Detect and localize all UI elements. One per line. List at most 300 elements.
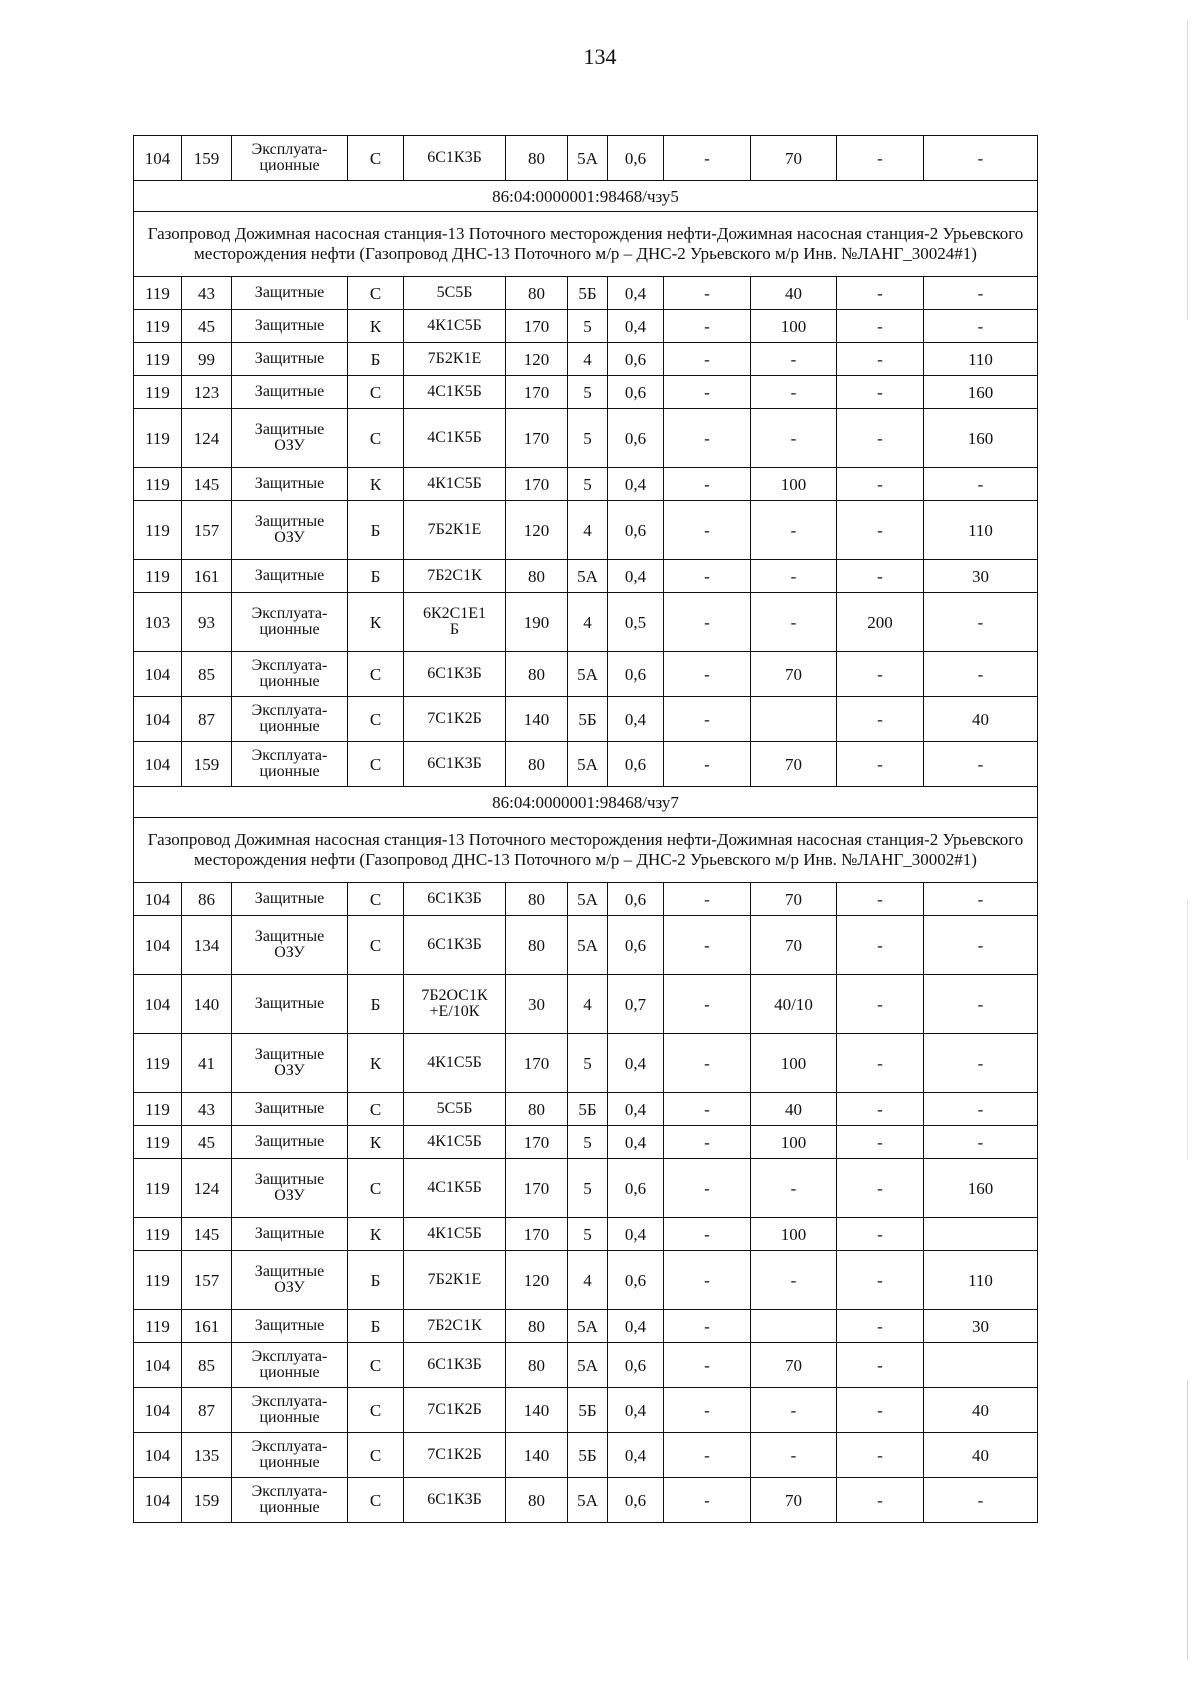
cell-c1: 119	[134, 501, 182, 560]
cell-v6: -	[837, 1218, 924, 1251]
cell-v7: 40	[924, 697, 1038, 742]
cell-v4: -	[664, 560, 751, 593]
allotment-table	[133, 135, 1038, 1523]
cell-v2: 5	[568, 468, 608, 501]
cell-v6: -	[837, 409, 924, 468]
cell-v7: -	[924, 742, 1038, 787]
table-row	[134, 916, 1038, 975]
cell-c2: 145	[182, 1218, 232, 1251]
cell-v3: 0,6	[608, 1478, 664, 1523]
cell-c1: 104	[134, 697, 182, 742]
cell-mark: 7Б2К1Е	[404, 1251, 506, 1310]
cell-c1: 104	[134, 883, 182, 916]
cell-c2: 124	[182, 1159, 232, 1218]
cell-c1: 119	[134, 310, 182, 343]
cell-v7	[924, 1218, 1038, 1251]
cell-cat: С	[348, 1159, 404, 1218]
cell-v4: -	[664, 1093, 751, 1126]
cell-v1: 80	[506, 916, 568, 975]
cell-v4: -	[664, 742, 751, 787]
cell-v7: -	[924, 916, 1038, 975]
cell-type: Эксплуата- ционные	[232, 742, 348, 787]
cell-v7: 30	[924, 1310, 1038, 1343]
cell-v1: 120	[506, 343, 568, 376]
cell-v7: -	[924, 136, 1038, 181]
cell-c2: 159	[182, 742, 232, 787]
cell-v1: 140	[506, 1433, 568, 1478]
cell-v6: -	[837, 343, 924, 376]
cell-c2: 99	[182, 343, 232, 376]
cell-v6: 200	[837, 593, 924, 652]
cell-c1: 104	[134, 742, 182, 787]
section-code-row	[134, 181, 1038, 212]
cell-c1: 104	[134, 975, 182, 1034]
cell-v1: 80	[506, 136, 568, 181]
cell-type: Эксплуата- ционные	[232, 593, 348, 652]
cell-v7: 40	[924, 1388, 1038, 1433]
cell-v4: -	[664, 1310, 751, 1343]
cell-v4: -	[664, 501, 751, 560]
cell-v1: 120	[506, 1251, 568, 1310]
cell-type: Эксплуата- ционные	[232, 1433, 348, 1478]
table-row	[134, 1034, 1038, 1093]
cell-cat: К	[348, 1034, 404, 1093]
cell-v2: 5	[568, 1126, 608, 1159]
cell-v2: 5	[568, 1218, 608, 1251]
cell-v4: -	[664, 409, 751, 468]
table-row	[134, 136, 1038, 181]
table-body	[134, 136, 1038, 1523]
cell-v2: 5Б	[568, 277, 608, 310]
page-number: 134	[583, 44, 617, 69]
cell-c2: 157	[182, 501, 232, 560]
cell-type: Эксплуата- ционные	[232, 136, 348, 181]
cell-cat: К	[348, 1126, 404, 1159]
cell-v3: 0,4	[608, 1310, 664, 1343]
cell-cat: Б	[348, 1251, 404, 1310]
cell-v6: -	[837, 1034, 924, 1093]
cell-v1: 170	[506, 310, 568, 343]
table-row	[134, 1388, 1038, 1433]
cell-cat: Б	[348, 343, 404, 376]
table-row	[134, 883, 1038, 916]
cell-v2: 4	[568, 501, 608, 560]
table-row	[134, 343, 1038, 376]
cell-cat: С	[348, 1343, 404, 1388]
cell-v2: 4	[568, 593, 608, 652]
cell-c1: 104	[134, 1388, 182, 1433]
cell-v2: 5	[568, 1159, 608, 1218]
cell-cat: С	[348, 916, 404, 975]
cell-v7: 110	[924, 343, 1038, 376]
cell-v1: 140	[506, 697, 568, 742]
cell-v5: 40/10	[751, 975, 837, 1034]
cell-mark: 4К1С5Б	[404, 1126, 506, 1159]
table-row	[134, 1159, 1038, 1218]
cell-mark: 5С5Б	[404, 1093, 506, 1126]
cell-c2: 161	[182, 1310, 232, 1343]
cell-v7: -	[924, 652, 1038, 697]
cell-type: Защитные	[232, 277, 348, 310]
cell-v6: -	[837, 1251, 924, 1310]
cell-c1: 119	[134, 1218, 182, 1251]
cell-mark: 7С1К2Б	[404, 697, 506, 742]
cell-v1: 80	[506, 1343, 568, 1388]
cell-v5: -	[751, 501, 837, 560]
cell-v6: -	[837, 1310, 924, 1343]
cell-v1: 170	[506, 1159, 568, 1218]
cell-c2: 45	[182, 1126, 232, 1159]
cell-mark: 6С1К3Б	[404, 916, 506, 975]
cell-v2: 5А	[568, 883, 608, 916]
table-row	[134, 975, 1038, 1034]
cell-v5: 70	[751, 742, 837, 787]
cell-v1: 170	[506, 1126, 568, 1159]
cell-v3: 0,6	[608, 136, 664, 181]
cell-type: Защитные	[232, 376, 348, 409]
cell-cat: К	[348, 593, 404, 652]
cell-v3: 0,4	[608, 1126, 664, 1159]
cell-v5: 70	[751, 1343, 837, 1388]
cell-c1: 104	[134, 136, 182, 181]
table-row	[134, 560, 1038, 593]
cell-v6: -	[837, 501, 924, 560]
cell-v3: 0,6	[608, 343, 664, 376]
cell-v5: 70	[751, 136, 837, 181]
cell-v5: -	[751, 1433, 837, 1478]
table-row	[134, 1093, 1038, 1126]
table-row	[134, 1310, 1038, 1343]
cell-cat: К	[348, 1218, 404, 1251]
section-title-row	[134, 818, 1038, 883]
cell-cat: С	[348, 697, 404, 742]
cell-c2: 86	[182, 883, 232, 916]
cell-v1: 80	[506, 1310, 568, 1343]
table-row	[134, 1251, 1038, 1310]
cell-v5: 40	[751, 1093, 837, 1126]
cell-v2: 5А	[568, 136, 608, 181]
cell-v7: -	[924, 310, 1038, 343]
cell-v4: -	[664, 652, 751, 697]
cell-v3: 0,6	[608, 883, 664, 916]
cell-c1: 119	[134, 560, 182, 593]
cell-v6: -	[837, 652, 924, 697]
cell-cat: С	[348, 1433, 404, 1478]
cell-v1: 80	[506, 652, 568, 697]
cell-v7: -	[924, 593, 1038, 652]
cell-v1: 80	[506, 1478, 568, 1523]
cell-type: Защитные	[232, 883, 348, 916]
cell-c1: 119	[134, 1093, 182, 1126]
cell-cat: С	[348, 136, 404, 181]
cell-v3: 0,6	[608, 1343, 664, 1388]
cell-c1: 119	[134, 277, 182, 310]
cell-c1: 119	[134, 1034, 182, 1093]
cell-c2: 140	[182, 975, 232, 1034]
cell-v5: 70	[751, 883, 837, 916]
cell-v5: -	[751, 1388, 837, 1433]
cell-v5: 100	[751, 310, 837, 343]
cell-v4: -	[664, 593, 751, 652]
cell-v5: -	[751, 1159, 837, 1218]
cell-mark: 4К1С5Б	[404, 310, 506, 343]
table-row	[134, 1478, 1038, 1523]
cell-v3: 0,4	[608, 468, 664, 501]
cell-v4: -	[664, 1034, 751, 1093]
cell-mark: 5С5Б	[404, 277, 506, 310]
table-row	[134, 652, 1038, 697]
cell-v6: -	[837, 1343, 924, 1388]
cell-v5: -	[751, 1251, 837, 1310]
cell-mark: 7Б2С1К	[404, 1310, 506, 1343]
cell-c1: 119	[134, 376, 182, 409]
cell-mark: 4С1К5Б	[404, 1159, 506, 1218]
cell-type: Защитные	[232, 1218, 348, 1251]
cell-type: Защитные	[232, 975, 348, 1034]
cell-c2: 43	[182, 1093, 232, 1126]
cell-c2: 161	[182, 560, 232, 593]
cell-v1: 80	[506, 277, 568, 310]
cell-mark: 7С1К2Б	[404, 1433, 506, 1478]
cell-v3: 0,6	[608, 409, 664, 468]
cell-v2: 5А	[568, 742, 608, 787]
cell-v2: 5А	[568, 1343, 608, 1388]
cell-v1: 140	[506, 1388, 568, 1433]
cell-v7: -	[924, 468, 1038, 501]
table-row	[134, 697, 1038, 742]
cell-v3: 0,6	[608, 652, 664, 697]
cell-v6: -	[837, 560, 924, 593]
cell-mark: 7Б2С1К	[404, 560, 506, 593]
table-row	[134, 376, 1038, 409]
cell-v7: -	[924, 1126, 1038, 1159]
cell-v1: 190	[506, 593, 568, 652]
cadastral-number: 86:04:0000001:98468/чзу5	[134, 181, 1038, 212]
cell-c2: 157	[182, 1251, 232, 1310]
cell-type: Эксплуата- ционные	[232, 697, 348, 742]
cell-mark: 7Б2ОС1К +Е/10К	[404, 975, 506, 1034]
cell-c2: 45	[182, 310, 232, 343]
cell-v7: -	[924, 1034, 1038, 1093]
pipeline-title: Газопровод Дожимная насосная станция-13 Поточного месторождения нефти-Дожимная насосная станция-2 Урьевского месторождения нефти (Газопровод ДНС-13 Поточного м/р – ДНС-2 Урьевского м/р Инв. №ЛАНГ_30002#1)	[134, 818, 1038, 883]
scan-edge-mark	[1187, 20, 1188, 320]
cell-v3: 0,4	[608, 560, 664, 593]
cell-v5: -	[751, 593, 837, 652]
cell-v6: -	[837, 742, 924, 787]
cell-v5: 70	[751, 916, 837, 975]
cell-v3: 0,4	[608, 1034, 664, 1093]
cell-v3: 0,4	[608, 697, 664, 742]
cell-c1: 119	[134, 1251, 182, 1310]
cell-v4: -	[664, 1126, 751, 1159]
cell-v6: -	[837, 310, 924, 343]
cell-type: Защитные	[232, 468, 348, 501]
cell-v6: -	[837, 376, 924, 409]
cell-mark: 4С1К5Б	[404, 376, 506, 409]
cell-v2: 5Б	[568, 1388, 608, 1433]
table-row	[134, 409, 1038, 468]
cell-v1: 170	[506, 409, 568, 468]
cell-v7: 40	[924, 1433, 1038, 1478]
cell-type: Защитные	[232, 560, 348, 593]
cell-c2: 43	[182, 277, 232, 310]
cell-v2: 5Б	[568, 1433, 608, 1478]
cell-v3: 0,7	[608, 975, 664, 1034]
cell-v4: -	[664, 1478, 751, 1523]
cell-v2: 5Б	[568, 697, 608, 742]
cell-v6: -	[837, 1159, 924, 1218]
cell-c1: 119	[134, 468, 182, 501]
scan-edge-mark	[1187, 900, 1188, 1160]
cell-v2: 5	[568, 376, 608, 409]
cell-c1: 104	[134, 916, 182, 975]
cell-v5: 100	[751, 468, 837, 501]
cell-v3: 0,6	[608, 501, 664, 560]
cell-c2: 87	[182, 697, 232, 742]
cell-v5: 100	[751, 1034, 837, 1093]
cell-v6: -	[837, 916, 924, 975]
cell-v2: 4	[568, 1251, 608, 1310]
cell-v4: -	[664, 468, 751, 501]
section-title-row	[134, 212, 1038, 277]
cell-v7: 160	[924, 409, 1038, 468]
cell-v6: -	[837, 277, 924, 310]
cell-v1: 80	[506, 883, 568, 916]
cell-v6: -	[837, 975, 924, 1034]
cell-v1: 80	[506, 742, 568, 787]
cell-v7: -	[924, 1093, 1038, 1126]
cell-mark: 6К2С1Е1 Б	[404, 593, 506, 652]
cell-v4: -	[664, 916, 751, 975]
cell-v5: 70	[751, 1478, 837, 1523]
cell-c1: 104	[134, 1343, 182, 1388]
cell-v3: 0,4	[608, 1218, 664, 1251]
cell-cat: К	[348, 310, 404, 343]
cell-v6: -	[837, 1093, 924, 1126]
cell-c2: 124	[182, 409, 232, 468]
cell-mark: 6С1К3Б	[404, 1478, 506, 1523]
cell-v2: 5Б	[568, 1093, 608, 1126]
cell-c2: 134	[182, 916, 232, 975]
cell-type: Защитные	[232, 310, 348, 343]
cell-cat: С	[348, 277, 404, 310]
cell-mark: 7Б2К1Е	[404, 343, 506, 376]
cell-cat: Б	[348, 560, 404, 593]
cell-v7: -	[924, 883, 1038, 916]
scan-edge-mark	[1187, 1380, 1188, 1660]
cell-v7	[924, 1343, 1038, 1388]
cell-type: Защитные ОЗУ	[232, 1159, 348, 1218]
cell-c2: 85	[182, 1343, 232, 1388]
cell-v4: -	[664, 136, 751, 181]
cell-v2: 5А	[568, 560, 608, 593]
cadastral-number: 86:04:0000001:98468/чзу7	[134, 787, 1038, 818]
cell-mark: 4К1С5Б	[404, 1034, 506, 1093]
cell-v4: -	[664, 277, 751, 310]
cell-v6: -	[837, 697, 924, 742]
cell-c1: 119	[134, 1126, 182, 1159]
cell-type: Эксплуата- ционные	[232, 652, 348, 697]
cell-v1: 170	[506, 468, 568, 501]
cell-cat: С	[348, 376, 404, 409]
cell-v6: -	[837, 1126, 924, 1159]
cell-v5: 100	[751, 1126, 837, 1159]
cell-v5: -	[751, 343, 837, 376]
cell-v3: 0,4	[608, 277, 664, 310]
cell-c2: 93	[182, 593, 232, 652]
cell-c1: 119	[134, 409, 182, 468]
cell-c1: 119	[134, 1159, 182, 1218]
cell-v2: 4	[568, 975, 608, 1034]
table-row	[134, 1433, 1038, 1478]
cell-v3: 0,6	[608, 376, 664, 409]
cell-c2: 85	[182, 652, 232, 697]
cell-v5: -	[751, 409, 837, 468]
cell-type: Защитные	[232, 1093, 348, 1126]
cell-cat: Б	[348, 975, 404, 1034]
cell-c2: 41	[182, 1034, 232, 1093]
table-row	[134, 468, 1038, 501]
cell-type: Защитные	[232, 343, 348, 376]
cell-v1: 30	[506, 975, 568, 1034]
cell-c1: 104	[134, 1478, 182, 1523]
cell-v7: 30	[924, 560, 1038, 593]
cell-cat: Б	[348, 501, 404, 560]
cell-v1: 170	[506, 376, 568, 409]
cell-c2: 123	[182, 376, 232, 409]
cell-type: Защитные ОЗУ	[232, 1251, 348, 1310]
cell-c2: 159	[182, 136, 232, 181]
cell-cat: С	[348, 409, 404, 468]
cell-c1: 104	[134, 1433, 182, 1478]
cell-mark: 6С1К3Б	[404, 136, 506, 181]
cell-cat: Б	[348, 1310, 404, 1343]
cell-c1: 119	[134, 1310, 182, 1343]
cell-v4: -	[664, 1218, 751, 1251]
cell-v1: 80	[506, 1093, 568, 1126]
cell-type: Защитные ОЗУ	[232, 501, 348, 560]
cell-v5	[751, 697, 837, 742]
cell-v1: 80	[506, 560, 568, 593]
cell-cat: С	[348, 883, 404, 916]
cell-v2: 5А	[568, 1478, 608, 1523]
cell-v3: 0,6	[608, 916, 664, 975]
cell-v2: 5	[568, 409, 608, 468]
cell-c1: 119	[134, 343, 182, 376]
table-row	[134, 742, 1038, 787]
cell-v3: 0,4	[608, 1093, 664, 1126]
cell-type: Эксплуата- ционные	[232, 1478, 348, 1523]
table-row	[134, 1126, 1038, 1159]
cell-v4: -	[664, 1343, 751, 1388]
cell-mark: 6С1К3Б	[404, 883, 506, 916]
cell-c1: 104	[134, 652, 182, 697]
cell-type: Эксплуата- ционные	[232, 1388, 348, 1433]
cell-v4: -	[664, 975, 751, 1034]
cell-mark: 4К1С5Б	[404, 468, 506, 501]
table-row	[134, 277, 1038, 310]
cell-v3: 0,4	[608, 310, 664, 343]
cell-v6: -	[837, 1388, 924, 1433]
cell-v7: -	[924, 975, 1038, 1034]
table-row	[134, 501, 1038, 560]
cell-v5: 70	[751, 652, 837, 697]
cell-v7: -	[924, 277, 1038, 310]
cell-v4: -	[664, 376, 751, 409]
cell-mark: 4С1К5Б	[404, 409, 506, 468]
cell-cat: С	[348, 652, 404, 697]
cell-v7: -	[924, 1478, 1038, 1523]
